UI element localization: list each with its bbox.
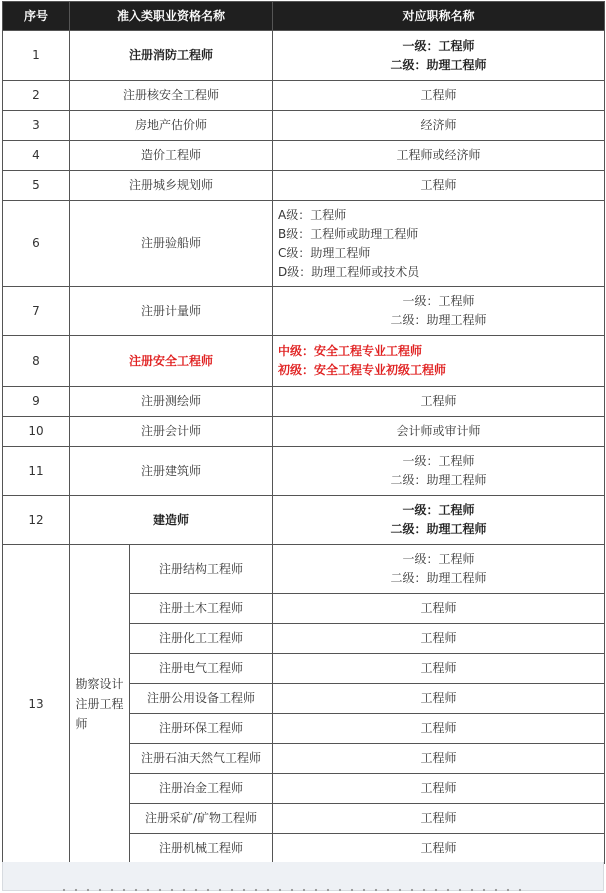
- qualification-name: 注册核安全工程师: [70, 81, 273, 111]
- table-header-row: [3, 2, 605, 31]
- table-row: [3, 387, 605, 417]
- serial-number: 7: [3, 287, 70, 336]
- header-qualification-name: 准入类职业资格名称: [70, 2, 273, 31]
- qualification-name: 注册会计师: [70, 417, 273, 447]
- qualification-name: 注册土木工程师: [130, 594, 273, 624]
- qualification-title-table: [2, 1, 605, 864]
- title-name: 工程师: [273, 81, 605, 111]
- footer-bar: [2, 862, 604, 891]
- qualification-name: 注册电气工程师: [130, 654, 273, 684]
- serial-number: 1: [3, 31, 70, 81]
- qualification-name: 建造师: [70, 496, 273, 545]
- header-serial-number: 序号: [3, 2, 70, 31]
- qualification-name: 房地产估价师: [70, 111, 273, 141]
- title-name: 工程师: [273, 744, 605, 774]
- title-name: A级：工程师 B级：工程师或助理工程师 C级：助理工程师 D级：助理工程师或技术员: [273, 201, 605, 287]
- header-title-name: 对应职称名称: [273, 2, 605, 31]
- group-name: 勘察设计注册工程师: [75, 677, 124, 731]
- qualification-name: 注册城乡规划师: [70, 171, 273, 201]
- title-name: 工程师: [273, 171, 605, 201]
- qualification-name: 注册机械工程师: [130, 834, 273, 864]
- qualification-name: 注册石油天然气工程师: [130, 744, 273, 774]
- serial-number: 6: [3, 201, 70, 287]
- serial-number: 13: [3, 545, 70, 864]
- title-name: 工程师或经济师: [273, 141, 605, 171]
- table-row: [3, 545, 605, 594]
- title-name: 工程师: [273, 387, 605, 417]
- title-name: 经济师: [273, 111, 605, 141]
- qualification-name: 注册计量师: [70, 287, 273, 336]
- table-row: [3, 81, 605, 111]
- qualification-name: 注册公用设备工程师: [130, 684, 273, 714]
- qualification-name: 注册采矿/矿物工程师: [130, 804, 273, 834]
- title-name: 工程师: [273, 834, 605, 864]
- serial-number: 5: [3, 171, 70, 201]
- title-name: 工程师: [273, 714, 605, 744]
- title-name: 中级：安全工程专业工程师 初级：安全工程专业初级工程师: [273, 336, 605, 387]
- qualification-name: 注册安全工程师: [70, 336, 273, 387]
- table-row: [3, 171, 605, 201]
- title-name: 工程师: [273, 774, 605, 804]
- serial-number: 9: [3, 387, 70, 417]
- serial-number: 2: [3, 81, 70, 111]
- serial-number: 12: [3, 496, 70, 545]
- title-name: 工程师: [273, 804, 605, 834]
- qualification-table-container: [2, 1, 604, 864]
- table-row: [3, 31, 605, 81]
- serial-number: 4: [3, 141, 70, 171]
- table-row: [3, 447, 605, 496]
- table-row: [3, 287, 605, 336]
- serial-number: 10: [3, 417, 70, 447]
- qualification-name: 注册化工工程师: [130, 624, 273, 654]
- qualification-name: 注册消防工程师: [70, 31, 273, 81]
- title-name: 工程师: [273, 624, 605, 654]
- table-row: [3, 336, 605, 387]
- dotted-divider: [58, 888, 528, 892]
- title-name: 一级：工程师 二级：助理工程师: [273, 287, 605, 336]
- serial-number: 11: [3, 447, 70, 496]
- group-name-cell: [70, 545, 130, 864]
- qualification-name: 注册结构工程师: [130, 545, 273, 594]
- table-row: [3, 141, 605, 171]
- table-row: [3, 111, 605, 141]
- qualification-name: 注册冶金工程师: [130, 774, 273, 804]
- title-name: 一级：工程师 二级：助理工程师: [273, 545, 605, 594]
- title-name: 会计师或审计师: [273, 417, 605, 447]
- qualification-name: 注册测绘师: [70, 387, 273, 417]
- table-row: [3, 417, 605, 447]
- title-name: 工程师: [273, 594, 605, 624]
- table-row: [3, 201, 605, 287]
- title-name: 一级：工程师 二级：助理工程师: [273, 31, 605, 81]
- qualification-name: 造价工程师: [70, 141, 273, 171]
- table-row: [3, 496, 605, 545]
- serial-number: 8: [3, 336, 70, 387]
- title-name: 一级：工程师 二级：助理工程师: [273, 447, 605, 496]
- qualification-name: 注册环保工程师: [130, 714, 273, 744]
- title-name: 一级：工程师 二级：助理工程师: [273, 496, 605, 545]
- qualification-name: 注册验船师: [70, 201, 273, 287]
- serial-number: 3: [3, 111, 70, 141]
- title-name: 工程师: [273, 654, 605, 684]
- qualification-name: 注册建筑师: [70, 447, 273, 496]
- title-name: 工程师: [273, 684, 605, 714]
